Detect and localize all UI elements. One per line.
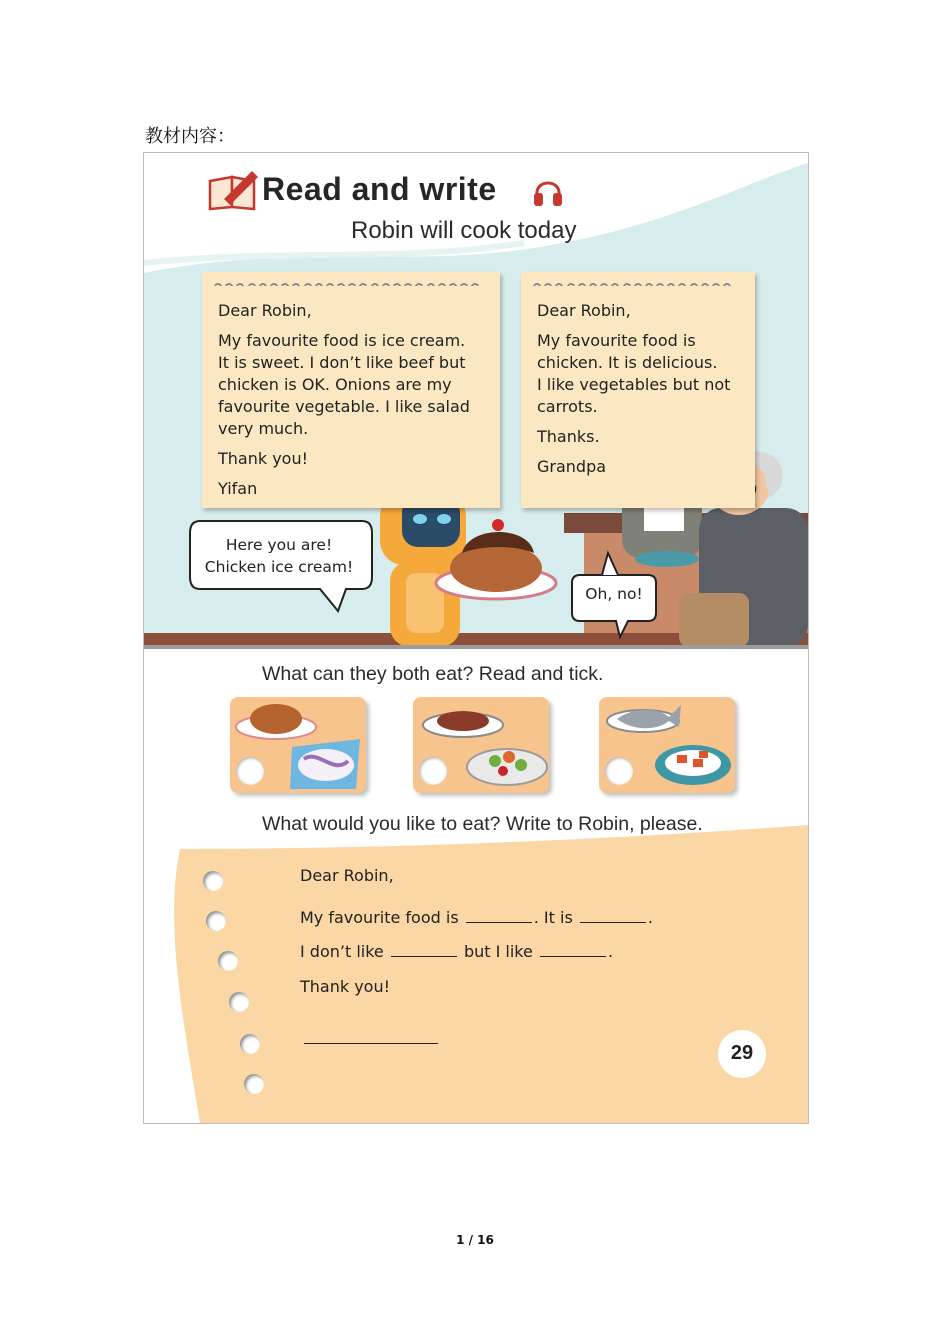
- boy-speech-text: Oh, no!: [585, 585, 643, 603]
- note-signature: Yifan: [218, 479, 258, 498]
- blank-favourite-food[interactable]: [466, 908, 532, 923]
- letter-text: . It is: [533, 908, 573, 927]
- note-closing: Thanks.: [537, 427, 600, 446]
- pencil-book-icon: [206, 167, 264, 211]
- note-line: I like vegetables but not: [537, 375, 731, 394]
- binder-hole: [218, 951, 238, 971]
- robot-speech-line: Here you are!: [225, 536, 333, 554]
- binder-hole: [203, 871, 223, 891]
- food-card-chicken-icecream[interactable]: [230, 697, 366, 793]
- binder-hole: [240, 1034, 260, 1054]
- blank-dislike[interactable]: [391, 942, 457, 957]
- tick-circle[interactable]: [236, 757, 264, 785]
- letter-text: .: [607, 942, 614, 961]
- letter-line-favourite: [300, 908, 653, 927]
- letter-text: but I like: [463, 942, 533, 961]
- note-greeting: Dear Robin,: [218, 301, 312, 320]
- note-line: very much.: [218, 419, 309, 438]
- intro-label: 教材内容：: [145, 126, 235, 147]
- blank-like[interactable]: [540, 942, 606, 957]
- note-yifan: [202, 272, 500, 508]
- note-rings: [533, 276, 745, 286]
- textbook-page: [143, 152, 809, 1124]
- note-line: My favourite food is ice cream.: [218, 331, 466, 350]
- binder-hole: [206, 911, 226, 931]
- letter-closing: Thank you!: [300, 977, 391, 996]
- tick-circle[interactable]: [419, 757, 447, 785]
- note-line: chicken is OK. Onions are my: [218, 375, 452, 394]
- note-line: My favourite food is: [537, 331, 696, 350]
- binder-hole: [229, 992, 249, 1012]
- section-title: Read and write: [262, 171, 497, 207]
- letter-greeting: Dear Robin,: [300, 866, 394, 885]
- note-line: It is sweet. I don’t like beef but: [218, 353, 466, 372]
- signature-blank[interactable]: [304, 1043, 438, 1044]
- note-rings: [214, 276, 490, 286]
- note-greeting: Dear Robin,: [537, 301, 631, 320]
- note-signature: Grandpa: [537, 457, 607, 476]
- story-subtitle: Robin will cook today: [351, 217, 577, 244]
- robot-speech-line: Chicken ice cream!: [204, 558, 354, 576]
- page-number: 29: [730, 1042, 754, 1064]
- letter-text: My favourite food is: [300, 908, 459, 927]
- letter-line-likes: [300, 942, 613, 961]
- document-page-indicator: 1 / 16: [456, 1233, 494, 1247]
- blank-taste[interactable]: [580, 908, 646, 923]
- letter-text: I don’t like: [300, 942, 384, 961]
- note-line: carrots.: [537, 397, 598, 416]
- exercise-2-instruction: What would you like to eat? Write to Robin, please.: [262, 813, 703, 835]
- food-card-fish-carrot[interactable]: [599, 697, 735, 793]
- letter-text: .: [647, 908, 653, 927]
- letter-writing-area: [144, 825, 808, 1123]
- section-divider: [144, 645, 808, 649]
- note-grandpa: [521, 272, 755, 508]
- food-card-beef-salad[interactable]: [413, 697, 549, 793]
- note-closing: Thank you!: [218, 449, 309, 468]
- note-line: chicken. It is delicious.: [537, 353, 718, 372]
- tick-circle[interactable]: [605, 757, 633, 785]
- binder-hole: [244, 1074, 264, 1094]
- robot-speech-text: [194, 534, 364, 578]
- note-line: favourite vegetable. I like salad: [218, 397, 470, 416]
- headphones-icon[interactable]: [531, 173, 565, 209]
- exercise-1-instruction: What can they both eat? Read and tick.: [262, 663, 604, 685]
